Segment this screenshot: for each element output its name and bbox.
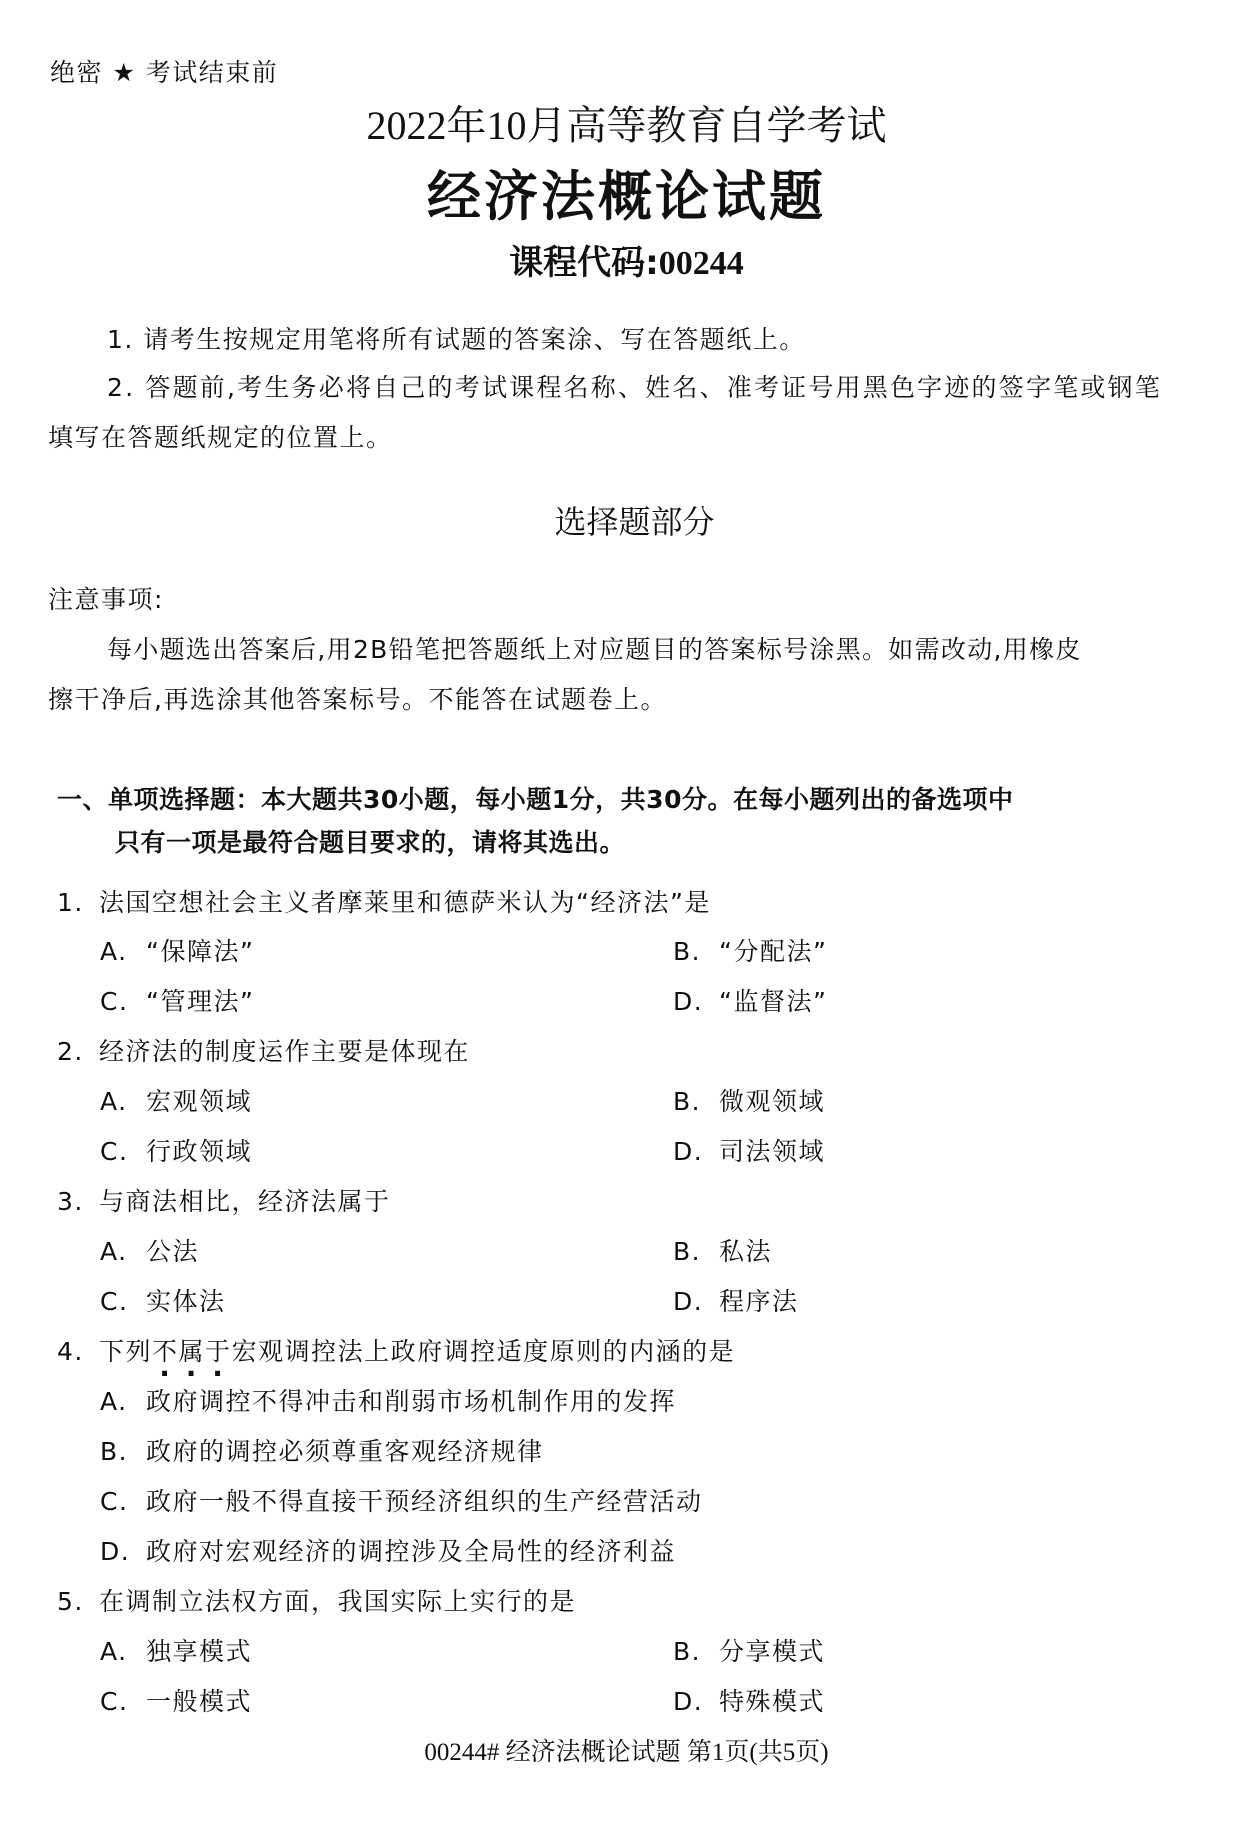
question-number: 4. [57,1337,84,1366]
option-label: B. [673,937,702,966]
confidential-label: 绝密 ★ 考试结束前 [50,58,279,87]
option-text: 司法领域 [719,1137,826,1166]
part-heading-continued: 只有一项是最符合题目要求的，请将其选出。 [115,828,626,857]
question-3 [57,1189,391,1214]
option-1b[interactable] [673,939,827,964]
section-title: 选择题部分 [554,503,715,541]
option-label: D. [673,1137,704,1166]
question-stem-after: 宏观调控法上政府调控适度原则的内涵的是 [231,1337,736,1366]
question-number: 3. [57,1187,84,1216]
option-4a[interactable] [100,1389,676,1414]
option-5c[interactable] [100,1689,252,1714]
option-2c[interactable] [100,1139,252,1164]
option-label: A. [100,1637,128,1666]
option-3b[interactable] [673,1239,772,1264]
option-2a[interactable] [100,1089,252,1114]
part-heading: 一、单项选择题：本大题共30小题，每小题1分，共30分。在每小题列出的备选项中 [57,785,1014,814]
option-label: B. [673,1637,702,1666]
option-label: C. [100,1687,129,1716]
option-label: A. [100,1087,128,1116]
option-2b[interactable] [673,1089,825,1114]
instruction-2-continued: 填写在答题纸规定的位置上。 [48,423,393,452]
option-text: 政府的调控必须尊重客观经济规律 [146,1437,544,1466]
question-stem: 经济法的制度运作主要是体现在 [99,1037,471,1066]
option-text: 特殊模式 [719,1687,826,1716]
option-label: A. [100,937,128,966]
option-4b[interactable] [100,1439,544,1464]
option-5b[interactable] [673,1639,825,1664]
option-3a[interactable] [100,1239,199,1264]
option-text: “监督法” [719,987,828,1016]
option-4d[interactable] [100,1539,676,1564]
notice-label: 注意事项: [48,585,164,614]
option-label: A. [100,1237,128,1266]
option-3d[interactable] [673,1289,799,1314]
question-stem: 与商法相比，经济法属于 [99,1187,391,1216]
option-text: 微观领域 [719,1087,826,1116]
option-text: 公法 [146,1237,200,1266]
option-1c[interactable] [100,989,254,1014]
course-code [0,243,1253,283]
option-text: 私法 [719,1237,773,1266]
option-text: 宏观领域 [146,1087,253,1116]
option-label: C. [100,987,129,1016]
emphasized-char: 不 [152,1337,179,1366]
emphasized-char: 属 [178,1337,206,1366]
option-5a[interactable] [100,1639,252,1664]
instruction-1: 1. 请考生按规定用笔将所有试题的答案涂、写在答题纸上。 [107,325,806,354]
option-label: A. [100,1387,128,1416]
instruction-2: 2. 答题前,考生务必将自己的考试课程名称、姓名、准考证号用黑色字迹的签字笔或钢笔 [107,373,1162,402]
option-label: D. [673,1687,704,1716]
option-4c[interactable] [100,1489,703,1514]
course-code-label: 课程代码: [509,243,659,283]
option-label: B. [673,1237,702,1266]
option-label: D. [673,1287,704,1316]
question-number: 5. [57,1587,84,1616]
option-text: “分配法” [719,937,828,966]
option-label: D. [100,1537,131,1566]
option-label: B. [673,1087,702,1116]
question-stem: 法国空想社会主义者摩莱里和德萨米认为“经济法”是 [99,888,711,917]
question-stem: 在调制立法权方面，我国实际上实行的是 [99,1587,577,1616]
notice-line-1: 每小题选出答案后,用2B铅笔把答题纸上对应题目的答案标号涂黑。如需改动,用橡皮 [107,635,1082,664]
option-text: 分享模式 [719,1637,826,1666]
option-text: 政府调控不得冲击和削弱市场机制作用的发挥 [146,1387,677,1416]
option-5d[interactable] [673,1689,825,1714]
notice-line-2: 擦干净后,再选涂其他答案标号。不能答在试题卷上。 [48,685,667,714]
option-text: “管理法” [146,987,255,1016]
question-number: 1. [57,888,84,917]
option-text: 政府对宏观经济的调控涉及全局性的经济利益 [146,1537,677,1566]
option-label: B. [100,1437,129,1466]
exam-title: 2022年10月高等教育自学考试 [366,103,887,148]
option-text: 独享模式 [146,1637,253,1666]
option-label: C. [100,1287,129,1316]
question-1 [57,890,711,915]
option-1d[interactable] [673,989,827,1014]
option-text: 行政领域 [146,1137,253,1166]
emphasized-char: 于 [205,1337,232,1366]
option-2d[interactable] [673,1139,825,1164]
option-label: C. [100,1487,129,1516]
question-number: 2. [57,1037,84,1066]
option-text: 程序法 [719,1287,799,1316]
option-text: 政府一般不得直接干预经济组织的生产经营活动 [146,1487,703,1516]
option-1a[interactable] [100,939,254,964]
option-label: D. [673,987,704,1016]
option-label: C. [100,1137,129,1166]
question-4 [57,1339,735,1364]
page-footer: 00244# 经济法概论试题 第1页(共5页) [424,1739,829,1766]
option-text: 一般模式 [146,1687,253,1716]
option-3c[interactable] [100,1289,226,1314]
paper-title: 经济法概论试题 [427,165,826,228]
question-stem-before: 下列 [99,1337,153,1366]
question-5 [57,1589,576,1614]
option-text: “保障法” [146,937,255,966]
option-text: 实体法 [146,1287,226,1316]
course-code-value: 00244 [658,245,744,282]
question-2 [57,1039,470,1064]
